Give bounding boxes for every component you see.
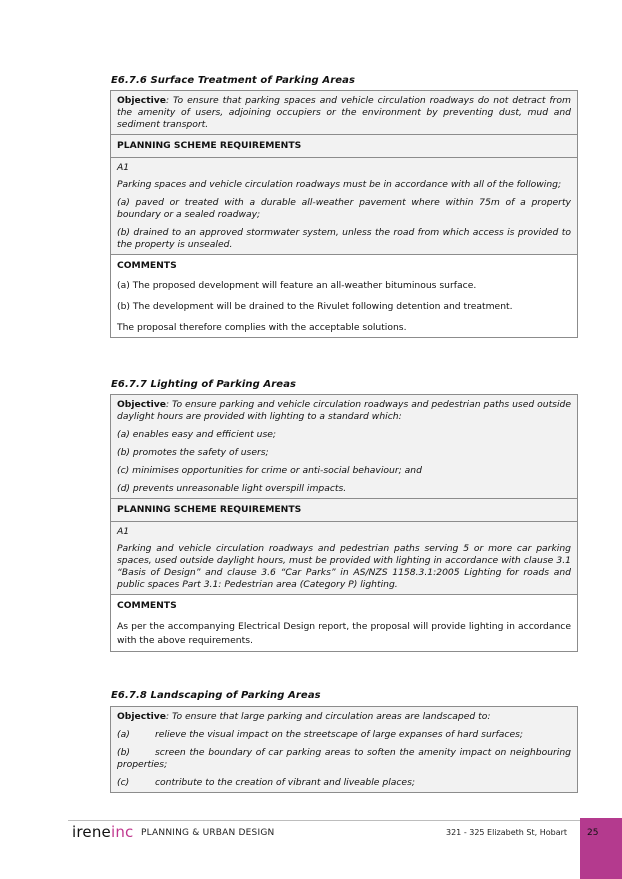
objective-item: (c) minimises opportunities for crime or anti-social behaviour; and [117, 465, 422, 476]
objective-item: (d) prevents unreasonable light overspill impacts. [117, 483, 347, 494]
comments-row [111, 594, 577, 651]
a1-label: A1 [117, 162, 130, 173]
objective-paragraph [117, 399, 571, 423]
section-heading-landscaping: E6.7.8 Landscaping of Parking Areas [111, 690, 321, 701]
company-logo [72, 823, 134, 841]
objective-text: : To ensure parking and vehicle circulation roadways and pedestrian paths used outside daylight hours are provided with lighting to a standard which: [117, 399, 571, 422]
requirement-text: Parking spaces and vehicle circulation roadways must be in accordance with all of the following; [117, 179, 562, 190]
table-landscaping [110, 706, 578, 793]
comment-text: (b) The development will be drained to the Rivulet following detention and treatment. [117, 301, 513, 312]
page-number: 25 [587, 828, 599, 838]
comments-header: COMMENTS [117, 600, 177, 611]
objective-item [117, 747, 571, 771]
comments-header: COMMENTS [117, 260, 177, 271]
comment-text: (a) The proposed development will feature an all-weather bituminous surface. [117, 280, 477, 291]
section-heading-lighting: E6.7.7 Lighting of Parking Areas [111, 379, 297, 390]
comment-text: As per the accompanying Electrical Design report, the proposal will provide lighting in accordance with the above requirements. [117, 621, 571, 646]
footer-address: 321 - 325 Elizabeth St, Hobart [446, 828, 568, 837]
requirements-header: PLANNING SCHEME REQUIREMENTS [117, 504, 302, 515]
objective-text: : To ensure that large parking and circulation areas are landscaped to: [165, 711, 491, 722]
objective-label: Objective [117, 711, 166, 722]
item-text: contribute to the creation of vibrant and liveable places; [155, 777, 415, 788]
requirements-row [111, 157, 577, 254]
item-text: relieve the visual impact on the streetscape of large expanses of hard surfaces; [155, 729, 524, 740]
requirements-header-row [111, 498, 577, 521]
a1-label: A1 [117, 526, 130, 537]
requirement-text: Parking and vehicle circulation roadways and pedestrian paths serving 5 or more car parking spaces, used outside daylight hours, must be provided with lighting in accordance with clause 3.1 “Basis of Design” and clause 3.6 “Car Parks” in AS/NZS 1158.3.1:2005 Lighting for roads and public spaces Part 3.1: Pedestrian area (Category P) lighting. [117, 543, 571, 590]
objective-item: (a) enables easy and efficient use; [117, 429, 276, 440]
requirements-row [111, 521, 577, 594]
objective-text: : To ensure that parking spaces and vehicle circulation roadways do not detract from the amenity of users, adjoining occupiers or the environment by preventing dust, mud and sediment transport. [117, 95, 571, 130]
table-lighting [110, 394, 578, 652]
objective-row [111, 707, 577, 792]
objective-item [117, 729, 571, 741]
item-marker: (b) [117, 747, 131, 758]
objective-paragraph [117, 711, 571, 723]
comments-row [111, 254, 577, 337]
footer-divider [68, 820, 580, 821]
company-tagline: PLANNING & URBAN DESIGN [141, 828, 275, 838]
objective-label: Objective [117, 95, 166, 106]
objective-row [111, 91, 577, 134]
item-marker: (c) [117, 777, 130, 788]
logo-accent-text: inc [110, 823, 134, 841]
objective-paragraph [117, 95, 571, 131]
objective-label: Objective [117, 399, 166, 410]
requirements-header: PLANNING SCHEME REQUIREMENTS [117, 140, 302, 151]
section-heading-surface-treatment: E6.7.6 Surface Treatment of Parking Areas [111, 75, 356, 86]
requirement-text: (a) paved or treated with a durable all-weather pavement where within 75m of a property boundary or a sealed roadway; [117, 197, 571, 220]
objective-item [117, 777, 571, 789]
item-marker: (a) [117, 729, 130, 740]
objective-row [111, 395, 577, 498]
table-surface-treatment [110, 90, 578, 338]
requirements-header-row [111, 134, 577, 157]
item-text: screen the boundary of car parking areas to soften the amenity impact on neighbouring properties; [117, 747, 571, 770]
requirement-text: (b) drained to an approved stormwater system, unless the road from which access is provided to the property is unsealed. [117, 227, 571, 250]
objective-item: (b) promotes the safety of users; [117, 447, 269, 458]
comment-text: The proposal therefore complies with the acceptable solutions. [117, 322, 407, 333]
logo-text: irene [72, 823, 111, 841]
